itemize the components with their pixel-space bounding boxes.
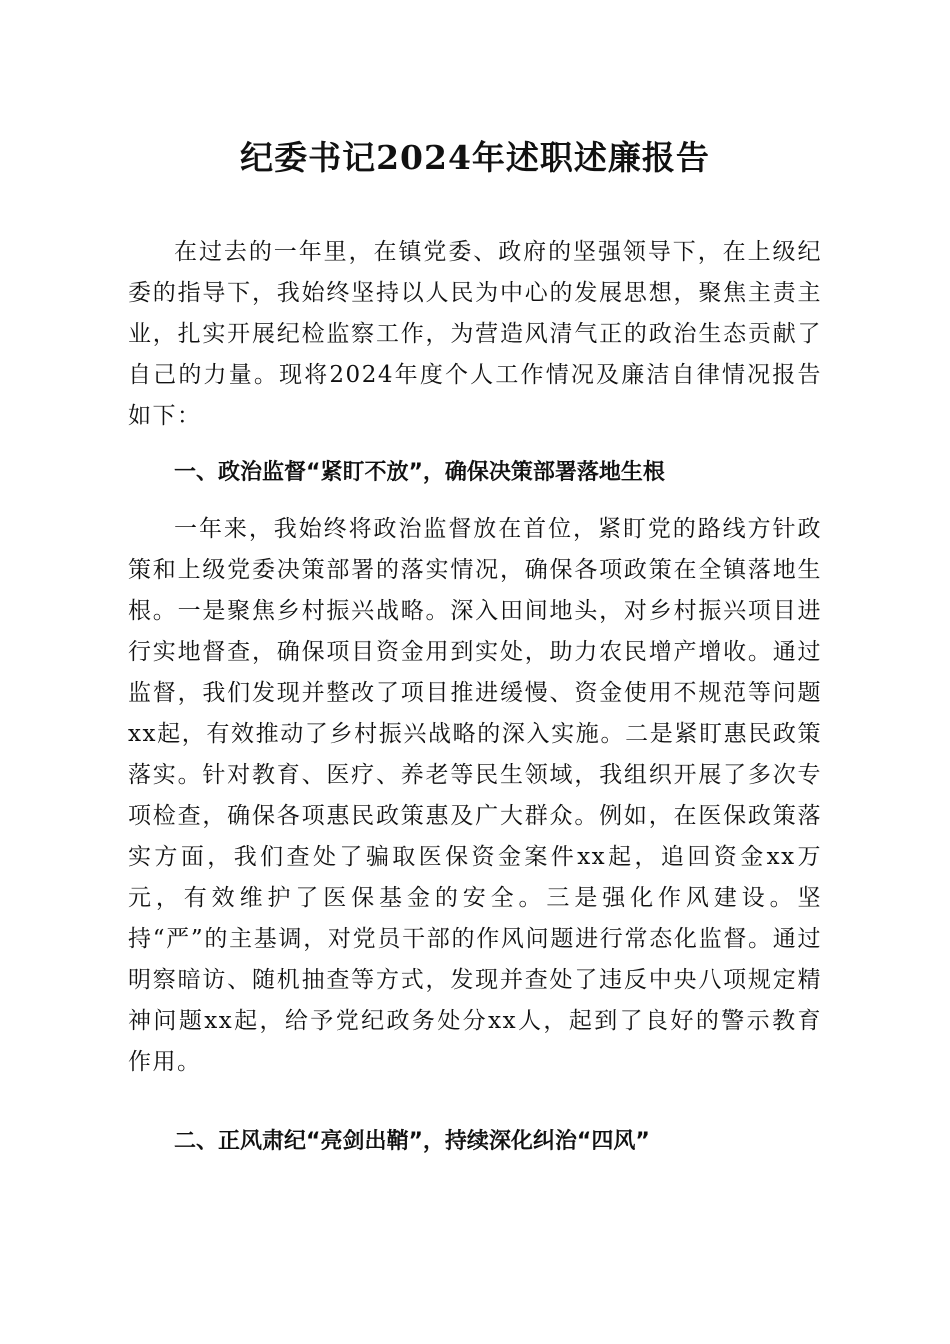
intro-paragraph: 在过去的一年里，在镇党委、政府的坚强领导下，在上级纪委的指导下，我始终坚持以人民为中心的发展思想，聚焦主责主业，扎实开展纪检监察工作，为营造风清气正的政治生态贡献了自己的力量。现将2024年度个人工作情况及廉洁自律情况报告如下： bbox=[128, 239, 822, 429]
section-1-heading: 一、政治监督“紧盯不放”，确保决策部署落地生根 bbox=[174, 460, 665, 485]
section-1-paragraph: 一年来，我始终将政治监督放在首位，紧盯党的路线方针政策和上级党委决策部署的落实情况，确保各项政策在全镇落地生根。一是聚焦乡村振兴战略。深入田间地头，对乡村振兴项目进行实地督查，确保项目资金用到实处，助力农民增产增收。通过监督，我们发现并整改了项目推进缓慢、资金使用不规范等问题xx起，有效推动了乡村振兴战略的深入实施。二是紧盯惠民政策落实。针对教育、医疗、养老等民生领域，我组织开展了多次专项检查，确保各项惠民政策惠及广大群众。例如，在医保政策落实方面，我们查处了骗取医保资金案件xx起，追回资金xx万元，有效维护了医保基金的安全。三是强化作风建设。坚持“严”的主基调，对党员干部的作风问题进行常态化监督。通过明察暗访、随机抽查等方式，发现并查处了违反中央八项规定精神问题xx起，给予党纪政务处分xx人，起到了良好的警示教育作用。 bbox=[128, 516, 822, 1075]
document-title: 纪委书记2024年述职述廉报告 bbox=[240, 138, 710, 177]
section-2-heading: 二、正风肃纪“亮剑出鞘”，持续深化纠治“四风” bbox=[174, 1129, 650, 1154]
